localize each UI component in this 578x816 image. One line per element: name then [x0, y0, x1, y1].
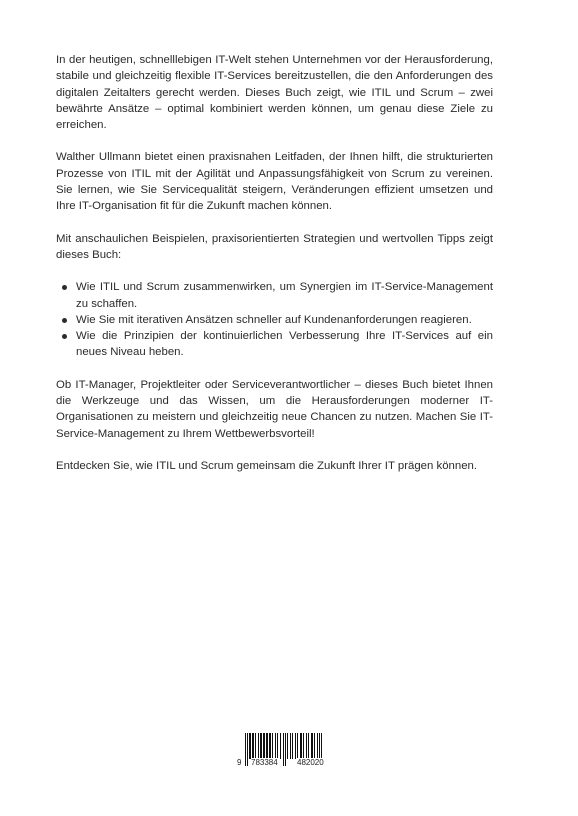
closing-paragraph: Entdecken Sie, wie ITIL und Scrum gemeinsam die Zukunft Ihrer IT prägen können. — [56, 459, 478, 472]
barcode-bar — [269, 733, 271, 759]
barcode-bar — [292, 733, 293, 759]
list-item: Wie Sie mit iterativen Ansätzen schneller auf Kundenanforderungen reagieren. — [76, 312, 493, 328]
barcode-bar — [317, 733, 318, 759]
barcode-bar — [314, 733, 315, 759]
barcode-bar — [290, 733, 291, 759]
barcode-lead-digit: 9 — [237, 758, 242, 767]
list-item: Wie ITIL und Scrum zusammenwirken, um Synergien im IT-Service-Management zu schaffen. — [76, 279, 493, 312]
barcode-bar — [252, 733, 254, 759]
barcode-bar — [275, 733, 276, 759]
barcode-bar — [272, 733, 273, 759]
barcode-bar — [266, 733, 268, 759]
barcode-bar — [263, 733, 265, 759]
barcode-bar — [287, 733, 288, 759]
blurb-text — [56, 52, 493, 490]
barcode-bar — [311, 733, 313, 759]
barcode-bar — [300, 733, 302, 759]
audience-paragraph: Ob IT-Manager, Projektleiter oder Serviceverantwortlicher – dieses Buch bietet Ihnen die Werkzeuge und das Wissen, um die Herausforderungen moderner IT-Organisationen zu meistern und gleichzeitig neue Chancen zu nutzen. Machen Sie IT-Service-Management zu Ihrem Wettbewerbsvorteil! — [56, 378, 493, 440]
barcode-bar — [249, 733, 251, 759]
barcode-bar — [297, 733, 298, 759]
barcode-bar — [255, 733, 256, 759]
list-item: Wie die Prinzipien der kontinuierlichen Verbesserung Ihre IT-Services auf ein neues Niveau heben. — [76, 328, 493, 361]
barcode-bar — [258, 733, 259, 759]
barcode-bar — [308, 733, 309, 759]
intro-paragraph: In der heutigen, schnelllebigen IT-Welt stehen Unternehmen vor der Herausforderung, stabile und gleichzeitig flexible IT-Services bereitzustellen, die den Anforderungen des digitalen Zeitalters gerecht werden. Dieses Buch zeigt, wie ITIL und Scrum – zwei bewährte Ansätze – optimal kombiniert werden können, um genau diese Ziele zu erreichen. — [56, 54, 493, 132]
author-paragraph: Walther Ullmann bietet einen praxisnahen Leitfaden, der Ihnen hilft, die strukturierten Prozesse von ITIL mit der Agilität und Anpassungsfähigkeit von Scrum zu vereinen. Sie lernen, wie Sie Servicequalität steigern, Veränderungen effizient umsetzen und Ihre IT-Organisation fit für die Zukunft machen können. — [56, 151, 493, 213]
barcode-bar — [260, 733, 262, 759]
barcode-bar — [306, 733, 307, 759]
barcode-bar — [295, 733, 296, 759]
barcode-bar — [303, 733, 304, 759]
benefits-list — [56, 279, 493, 360]
barcode-left-group: 783384 — [251, 758, 278, 767]
barcode-bar — [280, 733, 281, 759]
lead-paragraph: Mit anschaulichen Beispielen, praxisorientierten Strategien und wertvollen Tipps zeigt dieses Buch: — [56, 232, 493, 261]
barcode-right-group: 482020 — [297, 758, 324, 767]
barcode-bar — [277, 733, 278, 759]
isbn-barcode — [237, 733, 339, 769]
barcode-digits — [237, 758, 339, 769]
